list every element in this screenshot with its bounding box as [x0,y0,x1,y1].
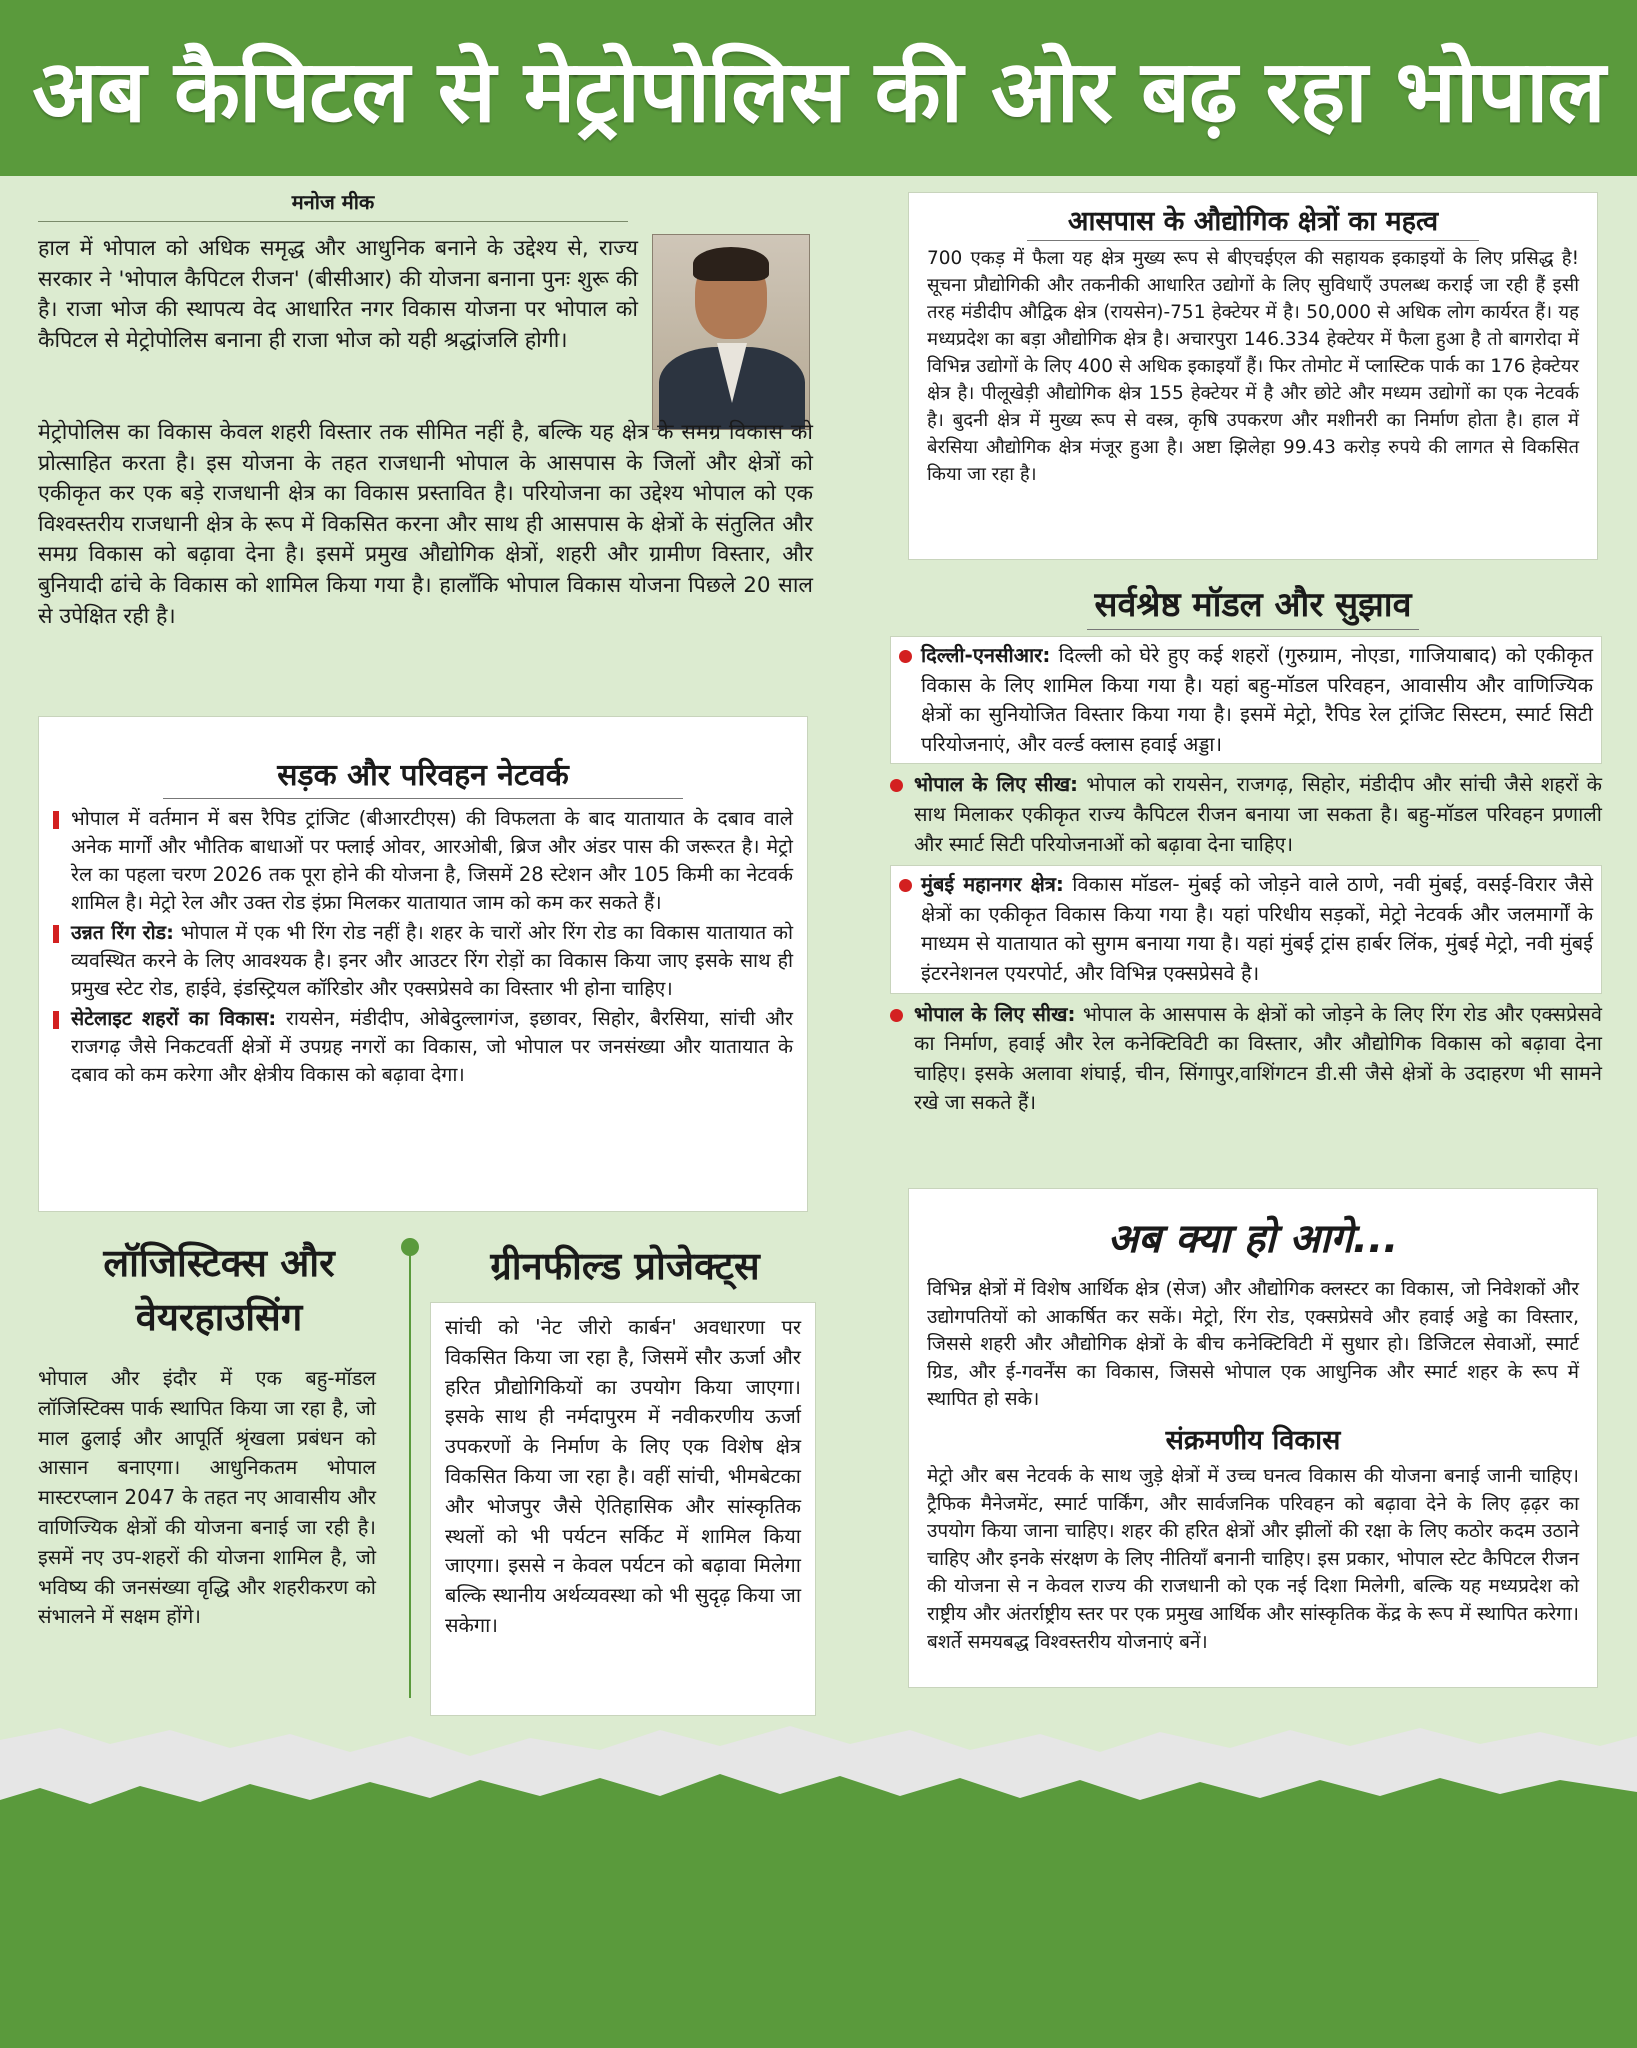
best-item-text: दिल्ली को घेरे हुए कई शहरों (गुरुग्राम, नोएडा, गाजियाबाद) को एकीकृत विकास के लिए शामिल किया गया है। यहां बहु-मॉडल परिवहन, आवासीय और वाणिज्यिक क्षेत्रों का सुनियोजित विस्तार किया गया है। इसमें मेट्रो, रैपिड रेल ट्रांजिट सिस्टम, स्मार्ट सिटी परियोजनाएं, और वर्ल्ड क्लास हवाई अड्डा। [921,643,1593,756]
author-photo [652,234,810,430]
column-divider [409,1238,411,1698]
road-item-text: भोपाल में एक भी रिंग रोड नहीं है। शहर के चारों ओर रिंग रोड का विकास यातायात को व्यवस्थित करने के लिए आवश्यक है। इनर और आउटर रिंग रोड़ों का विकास किया जाए इसके साथ ही प्रमुख स्टेट रोड, हाईवे, इंडस्ट्रियल कॉरिडोर और एक्सप्रेसवे का विस्तार भी होना चाहिए। [71,921,793,1000]
road-item-text: रायसेन, मंडीदीप, ओबेदुल्लागंज, इछावर, सिहोर, बैरसिया, सांची और राजगढ़ जैसे निकटवर्ती क्षेत्रों में उपग्रह नगरों का विकास, जो भोपाल पर जनसंख्या और यातायात के दबाव को कम करेगा और क्षेत्रीय विकास को बढ़ावा देगा। [71,1007,793,1086]
transit-development-title: संक्रमणीय विकास [1165,1424,1341,1456]
best-item-lead: दिल्ली-एनसीआर: [921,643,1051,667]
industrial-areas-box [908,192,1598,560]
torn-paper-green [0,1774,1637,2048]
best-models-list [890,636,1602,1124]
industrial-areas-title: आसपास के औद्योगिक क्षेत्रों का महत्व [1027,201,1479,241]
road-item-satellite-towns [53,1005,793,1089]
divider-dot [401,1238,419,1256]
best-models-title-text: सर्वश्रेष्ठ मॉडल और सुझाव [1087,585,1420,630]
headline-band [0,0,1637,176]
best-models-title [908,580,1598,626]
best-item-text: विकास मॉडल- मुंबई को जोड़ने वाले ठाणे, नवी मुंबई, वसई-विरार जैसे क्षेत्रों का एकीकृत विकास किया गया है। यहां परिधीय सड़कों, मेट्रो नेटवर्क और जलमार्गों के माध्यम से यातायात को सुगम बनाया गया है। यहां मुंबई ट्रांस हार्बर लिंक, मुंबई मेट्रो, नवी मुंबई इंटरनेशनल एयरपोर्ट, और विभिन्न एक्सप्रेसवे है। [921,872,1593,985]
author-byline: मनोज मीक [38,188,628,222]
photo-hair [693,247,769,281]
road-network-box [38,716,808,1212]
road-item-text: भोपाल में वर्तमान में बस रैपिड ट्रांजिट (बीआरटीएस) की विफलता के बाद यातायात के दबाव वाले अनेक मार्गों और भौतिक बाधाओं पर फ्लाई ओवर, आरओबी, ब्रिज और अंडर पास की जरूरत है। मेट्रो रेल का पहला चरण 2026 तक पूरा होने की योजना है, जिसमें 28 स्टेशन और 105 किमी का नेटवर्क शामिल है। मेट्रो रेल और उक्त रोड इंफ्रा मिलकर यातायात जाम को कम कर सकते हैं। [71,807,793,914]
page-headline: अब कैपिटल से मेट्रोपोलिस की ओर बढ़ रहा भोपाल [32,41,1605,142]
industrial-areas-text: 700 एकड़ में फैला यह क्षेत्र मुख्य रूप से बीएचईएल की सहायक इकाइयों के लिए प्रसिद्ध है! सूचना प्रौद्योगिकी और तकनीकी आधारित उद्योगों के लिए सुविधाएँ उपलब्ध कराई जा रही हैं इसी तरह मंडीदीप औद्विक क्षेत्र (रायसेन)-751 हेक्टेयर में है। 50,000 से अधिक लोग कार्यरत हैं। यह मध्यप्रदेश का बड़ा औद्योगिक क्षेत्र है। अचारपुरा 146.334 हेक्टेयर में फैला हुआ है तो बागरोदा में विभिन्न उद्योगों के लिए 400 से अधिक इकाइयाँ हैं। फिर तोमोट में प्लास्टिक पार्क का 176 हेक्टेयर क्षेत्र है। पीलूखेड़ी औद्योगिक क्षेत्र 155 हेक्टेयर में है और छोटे और मध्यम उद्योगों का एक नेटवर्क है। बुदनी क्षेत्र में मुख्य रूप से वस्त्र, कृषि उपकरण और मशीनरी का निर्माण होता है। हाल में बेरसिया औद्योगिक क्षेत्र मंजूर हुआ है। अष्टा झिलेहा 99.43 करोड़ रुपये की लागत से विकसित किया जा रहा है। [927,248,1579,485]
logistics-text: भोपाल और इंदौर में एक बहु-मॉडल लॉजिस्टिक्स पार्क स्थापित किया जा रहा है, जो माल ढुलाई और आपूर्ति श्रृंखला प्रबंधन को आसान बनाएगा। आधुनिकतम भोपाल मास्टरप्लान 2047 के तहत नए आवासीय और वाणिज्यिक क्षेत्रों की योजना बनाई जा रही है। इसमें नए उप-शहरों की योजना शामिल है, जो भविष्य की जनसंख्या वृद्धि और शहरीकरण को संभालने में सक्षम होंगे। [38,1366,376,1629]
what-next-box [908,1188,1598,1688]
what-next-text: विभिन्न क्षेत्रों में विशेष आर्थिक क्षेत्र (सेज) और औद्योगिक क्लस्टर का विकास, जो निवेशकों और उद्योगपतियों को आकर्षित कर सकें। मेट्रो, रिंग रोड, एक्सप्रेसवे और हवाई अड्डे का विस्तार, जिससे शहरी और औद्योगिक क्षेत्रों के बीच कनेक्टिविटी में सुधार हो। डिजिटल सेवाओं, स्मार्ट ग्रिड, और ई-गवर्नेंस का विकास, जिससे भोपाल एक आधुनिक और स्मार्ट शहर के रूप में स्थापित हो सके। [927,1278,1579,1411]
logistics-title: लॉजिस्टिक्स और वेयरहाउसिंग [103,1241,335,1339]
best-item-lead: मुंबई महानगर क्षेत्र: [921,872,1064,897]
best-item-delhi-ncr [890,636,1602,764]
greenfield-box [430,1302,816,1716]
best-item-lead: भोपाल के लिए सीख: [914,1001,1076,1026]
torn-paper-edge [0,1700,1637,2048]
greenfield-text: सांची को 'नेट जीरो कार्बन' अवधारणा पर विकसित किया जा रहा है, जिसमें सौर ऊर्जा और हरित प्रौद्योगिकियों का उपयोग किया जाएगा। इसके साथ ही नर्मदापुरम में नवीकरणीय ऊर्जा उपकरणों के निर्माण के लिए एक विशेष क्षेत्र विकसित किया जा रहा है। वहीं सांची, भीमबेटका और भोजपुर जैसे ऐतिहासिक और सांस्कृतिक स्थलों को भी पर्यटन सर्किट में शामिल किया जाएगा। इससे न केवल पर्यटन को बढ़ावा मिलेगा बल्कि स्थानीय अर्थव्यवस्था को भी सुदृढ़ किया जा सकेगा। [445,1315,801,1637]
intro-paragraph-continued: मेट्रोपोलिस का विकास केवल शहरी विस्तार तक सीमित नहीं है, बल्कि यह क्षेत्र के समग्र विकास को प्रोत्साहित करता है। इस योजना के तहत राजधानी भोपाल के आसपास के जिलों और क्षेत्रों को एकीकृत कर एक बड़े राजधानी क्षेत्र का विकास प्रस्तावित है। परियोजना का उद्देश्य भोपाल को एक विश्वस्तरीय राजधानी क्षेत्र के रूप में विकसित करना और साथ ही आसपास के क्षेत्रों के संतुलित और समग्र विकास को बढ़ावा देना है। इसमें प्रमुख औद्योगिक क्षेत्रों, शहरी और ग्रामीण विस्तार, और बुनियादी ढांचे के विकास को शामिल किया गया है। हालाँकि भोपाल विकास योजना पिछले 20 साल से उपेक्षित रही है। [38,420,813,629]
intro-paragraph: हाल में भोपाल को अधिक समृद्ध और आधुनिक बनाने के उद्देश्य से, राज्य सरकार ने 'भोपाल कैपिटल रीजन' (बीसीआर) की योजना बनाना पुनः शुरू की है। राजा भोज की स्थापत्य वेद आधारित नगर विकास योजना पर भोपाल को कैपिटल से मेट्रोपोलिस बनाना ही राजा भोज को यही श्रद्धांजलि होगी। [38,236,638,353]
road-item-lead: सेटेलाइट शहरों का विकास: [71,1007,277,1030]
best-item-bhopal-lesson-2 [890,1000,1602,1118]
what-next-title: अब क्या हो आगे... [1107,1216,1399,1262]
best-item-bhopal-lesson-1 [890,770,1602,859]
road-network-title: सड़क और परिवहन नेटवर्क [163,753,683,799]
road-item-lead: उन्नत रिंग रोड: [71,921,174,944]
best-item-mumbai [890,865,1602,993]
best-item-text: भोपाल के आसपास के क्षेत्रों को जोड़ने के लिए रिंग रोड और एक्सप्रेसवे का निर्माण, हवाई और रेल कनेक्टिविटी का विस्तार, और औद्योगिक विकास को बढ़ावा देना चाहिए। इसके अलावा शंघाई, चीन, सिंगापुर,वाशिंगटन डी.सी जैसे क्षेत्रों के उदाहरण भी सामने रखे जा सकते हैं। [914,1001,1602,1115]
road-item-ring-road [53,919,793,1003]
best-item-lead: भोपाल के लिए सीख: [914,772,1079,797]
transit-development-text: मेट्रो और बस नेटवर्क के साथ जुड़े क्षेत्रों में उच्च घनत्व विकास की योजना बनाई जानी चाहिए। ट्रैफिक मैनेजमेंट, स्मार्ट पार्किंग, और सार्वजनिक परिवहन को बढ़ावा देने के लिए ढ़ढ़र का उपयोग किया जाना चाहिए। शहर की हरित क्षेत्रों और झीलों की रक्षा के लिए कठोर कदम उठाने चाहिए और इनके संरक्षण के लिए नीतियाँ बनानी चाहिए। इस प्रकार, भोपाल स्टेट कैपिटल रीजन की योजना से न केवल राज्य की राजधानी को एक नई दिशा मिलेगी, बल्कि यह मध्यप्रदेश को राष्ट्रीय और अंतर्राष्ट्रीय स्तर पर एक प्रमुख आर्थिक और सांस्कृतिक केंद्र के रूप में स्थापित करेगा। बशर्ते समयबद्ध विश्वस्तरीय योजनाएं बनें। [927,1464,1579,1653]
greenfield-title: ग्रीनफील्ड प्रोजेक्ट्स [490,1244,760,1288]
road-item-brts [53,805,793,917]
best-item-text: भोपाल को रायसेन, राजगढ़, सिहोर, मंडीदीप और सांची जैसे शहरों के साथ मिलाकर एकीकृत राज्य कैपिटल रीजन बनाया जा सकता है। बहु-मॉडल परिवहन प्रणाली और स्मार्ट सिटी परियोजनाओं को बढ़ावा देना चाहिए। [914,772,1602,856]
